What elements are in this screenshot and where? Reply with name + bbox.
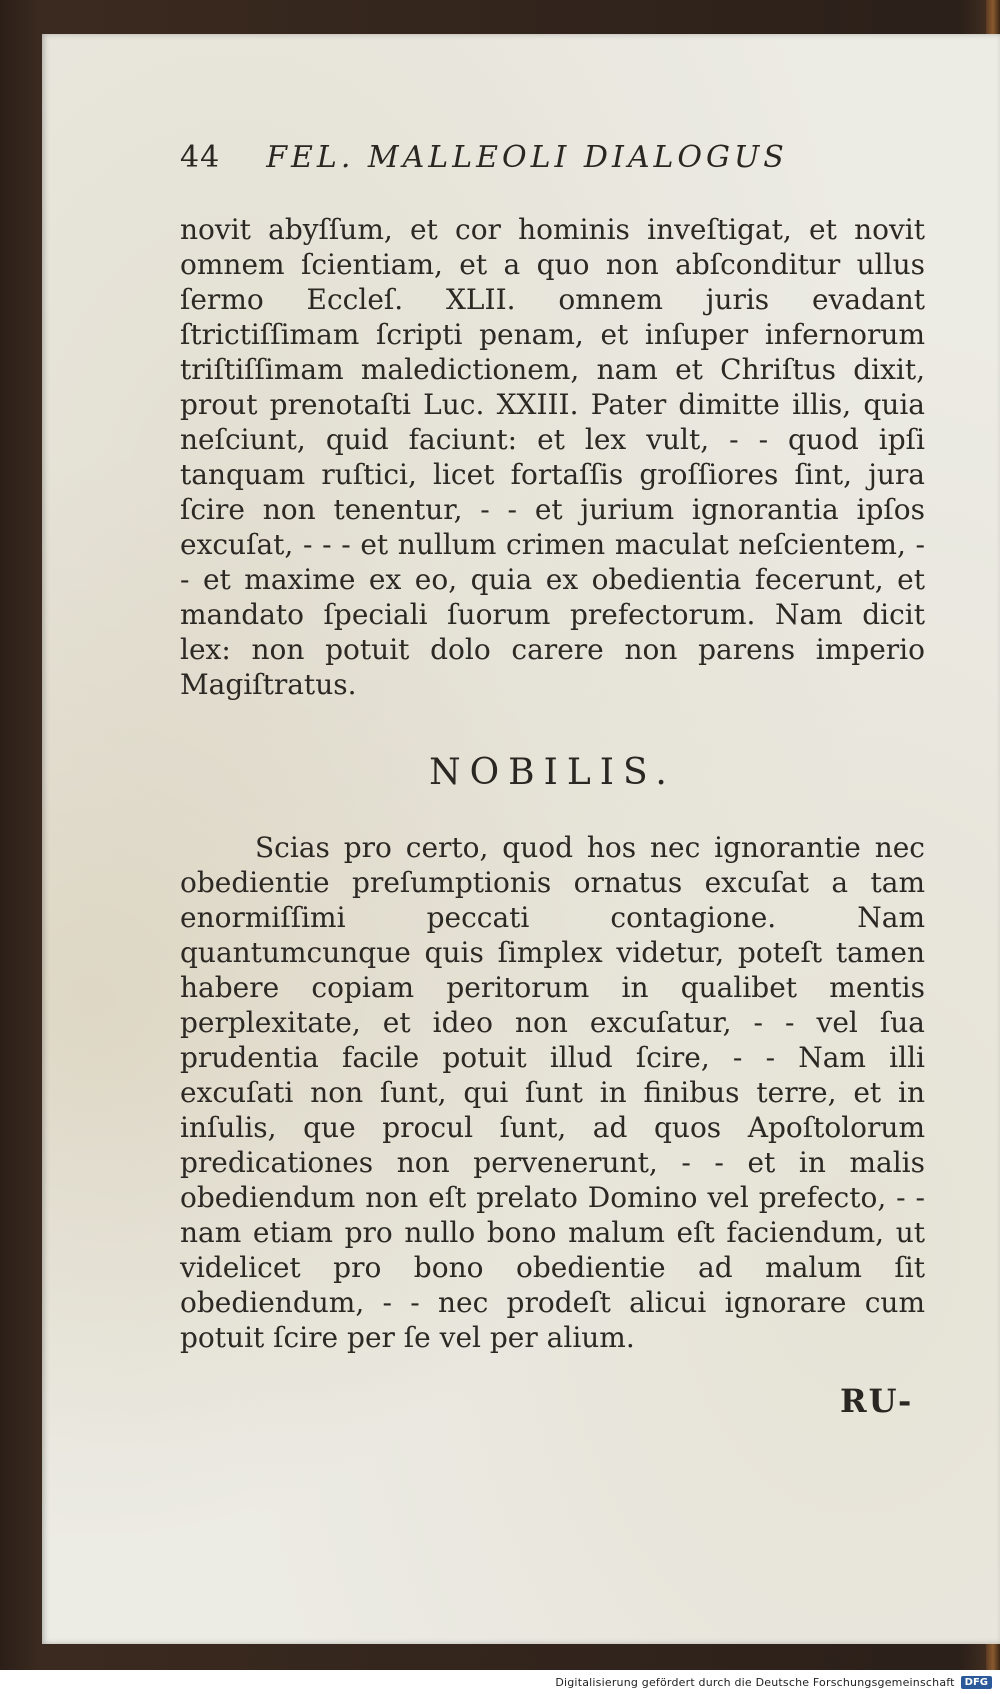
page-number: 44 (180, 140, 221, 175)
section-heading: NOBILIS. (429, 752, 676, 793)
footer-credit: Digitalisierung gefördert durch die Deutsche Forschungsgemeinschaft (555, 1675, 955, 1689)
catchword: RU- (840, 1382, 914, 1420)
paragraph-2: Scias pro certo, quod hos nec ignorantie nec obedientie preſumptionis ornatus excuſat a tam enormiſſimi peccati contagione. Nam quantumcunque quis ſimplex videtur, poteſt tamen habere copiam peritorum in qualibet mentis perplexitate, et ideo non excuſatur, - - vel ſua prudentia facile potuit illud ſcire, - - Nam illi excuſati non ſunt, qui ſunt in finibus terre, et in inſulis, que procul ſunt, ad quos Apoſtolorum predicationes non pervenerunt, - - et in malis obediendum non eſt prelato Domino vel prefecto, - - nam etiam pro nullo bono malum eſt faciendum, ut videlicet pro bono obedientie ad malum ſit obediendum, - - nec prodeſt alicui ignorare cum potuit ſcire per ſe vel per alium. (180, 831, 925, 1354)
running-head-title: FEL. MALLEOLI DIALOGUS (266, 140, 788, 175)
dfg-logo-icon: DFG (961, 1676, 992, 1689)
paragraph-1: novit abyſſum, et cor hominis inveſtigat, et novit omnem ſcientiam, et a quo non abſconditur ullus ſermo Eccleſ. XLII. omnem juris evadant ſtrictiſſimam ſcripti penam, et inſuper infernorum triſtiſſimam maledictionem, nam et Chriſtus dixit, prout prenotaſti Luc. XXIII. Pater dimitte illis, quia neſciunt, quid faciunt: et lex vult, - - quod ipſi tanquam ruſtici, licet fortaſſis groſſiores ſint, jura ſcire non tenentur, - - et jurium ignorantia ipſos excuſat, - - - et nullum crimen maculat neſcientem, - - et maxime ex eo, quia ex obedientia fecerunt, et mandato ſpeciali ſuorum prefectorum. Nam dicit lex: non potuit dolo carere non parens imperio Magiſtratus. (180, 213, 925, 701)
footer-bar (0, 1670, 1000, 1694)
running-head (180, 140, 860, 184)
